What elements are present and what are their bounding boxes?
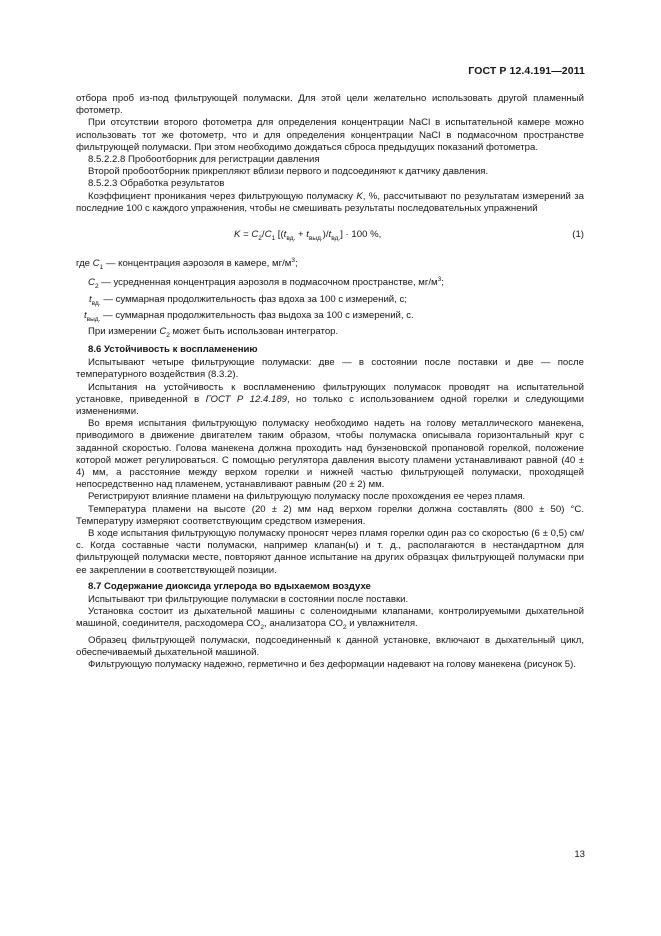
paragraph (76, 191, 584, 215)
definition-symbol: C (159, 325, 167, 337)
definition-text: — усредненная концентрация аэрозоля в подмасочном пространстве, мг/м (98, 277, 438, 289)
text-run: ; (441, 277, 444, 289)
formula-symbol: C (251, 229, 259, 241)
paragraph: Образец фильтрующей полумаски, подсоединенный к данной установке, включают в дыхательный цикл, обеспечиваемый дыхательной машиной. (76, 634, 584, 658)
definition-subscript: 2 (166, 331, 170, 339)
formula-symbol: t (328, 229, 332, 241)
formula-subscript: вд. (286, 234, 296, 242)
text-run: ; (295, 258, 298, 270)
text-run: , но только с использованием одной горелки и следующими изменениями. (76, 393, 584, 417)
paragraph: Испытывают три фильтрующие полумаски в состоянии после поставки. (88, 594, 409, 606)
paragraph: Фильтрующую полумаску надежно, герметично и без деформации надевают на голову манекена (рисунок 5). (88, 658, 576, 670)
text-run: где (76, 258, 93, 270)
definition-text: — суммарная продолжительность фаз вдоха за 100 с измерений, с; (100, 293, 407, 305)
page-number: 13 (574, 849, 585, 860)
paragraph (76, 606, 584, 634)
definition-item (76, 294, 584, 310)
paragraph: В ходе испытания фильтрующую полумаску проносят через пламя горелки один раз со скоростью (6 ± 0,5) см/с. Когда составные части полумаски, например клапан(ы) и т. д., располагаются в нестандартном для фильтрующей полумаски месте, повторяют данное испытание на других образцах фильтрующей полумаски при ее закреплении в соответствующей позиции. (76, 528, 584, 576)
text-run: Коэффициент проникания через фильтрующую полумаску (88, 190, 357, 202)
paragraph: Регистрируют влияние пламени на фильтрующую полумаску после прохождения ее через пламя. (88, 491, 526, 503)
superscript: 3 (437, 276, 442, 284)
formula-subscript: вд. (331, 234, 341, 242)
formula-op: = (240, 229, 252, 241)
definition-subscript: 1 (99, 264, 104, 272)
definition-text: — суммарная продолжительность фаз выдоха за 100 с измерений, с. (100, 309, 414, 321)
definition-symbol: t (84, 309, 87, 321)
formula-expression (234, 229, 381, 245)
definition-subscript: 2 (94, 283, 99, 291)
definition-symbol: t (89, 293, 92, 305)
formula-symbol: t (283, 229, 287, 241)
text-run: Испытания на устойчивость к воспламенению фильтрующих полумасок проводят на испытательной установке, приведенной в (76, 381, 584, 405)
superscript: 3 (291, 257, 295, 265)
section-heading-8-7: 8.7 Содержание диоксида углерода во вдыхаемом воздухе (88, 580, 371, 592)
formula-op: )/ (322, 229, 329, 241)
definition-subscript: вд. (91, 299, 101, 307)
definition-item (76, 255, 584, 274)
paragraph (76, 382, 584, 419)
definition-symbol: C (88, 277, 95, 289)
text-run: При измерении (88, 325, 160, 337)
definition-note (76, 326, 584, 342)
page-content (76, 93, 584, 671)
definition-symbol: C (92, 258, 100, 270)
clause-heading: 8.5.2.3 Обработка результатов (88, 178, 225, 190)
paragraph: При отсутствии второго фотометра для определения концентрации NaCl в испытательной камере можно использовать тот же фотометр, что и для определения концентрации NaCl в подмасочном пространстве фильтрующей полумаски. При этом необходимо дождаться сброса предыдущих показаний фотометра. (76, 117, 584, 153)
subscript: 2 (342, 624, 347, 632)
definition-item (76, 274, 584, 293)
formula-subscript: 1 (271, 234, 276, 242)
definitions-list (76, 255, 584, 342)
text-run: и увлажнителя. (346, 618, 418, 630)
definition-subscript: выд. (86, 315, 101, 323)
formula-op: [( (275, 229, 284, 241)
text-run: , %, рассчитывают по результатам измерений за последние 100 с каждого упражнения, чтобы не смешивать результаты последовательных упражнений (76, 190, 584, 214)
text-run: может быть использован интегратор. (169, 325, 339, 337)
subscript: 2 (260, 624, 265, 632)
section-heading-8-6: 8.6 Устойчивость к воспламенению (88, 343, 258, 355)
text-run: Установка состоит из дыхательной машины с соленоидными клапанами, контролируемыми дыхательной машиной, соединителя, расходомера СО (76, 606, 584, 630)
formula-op: / (261, 229, 265, 241)
formula-symbol: C (264, 229, 272, 241)
formula-symbol: t (306, 229, 309, 241)
paragraph: Температура пламени на высоте (20 ± 2) мм над верхом горелки должна составлять (800 ± 50) °С. Температуру измеряют соответствующим средством измерения. (76, 503, 584, 527)
definition-item (76, 310, 584, 326)
formula-subscript: 2 (258, 234, 262, 242)
paragraph: отбора проб из-под фильтрующей полумаски. Для этой цели желательно использовать другой пламенный фотометр. (76, 93, 584, 117)
standard-reference: ГОСТ Р 12.4.189 (205, 393, 287, 405)
symbol-k: K (356, 190, 363, 202)
formula-op: + (295, 229, 307, 241)
formula-symbol: K (234, 229, 241, 241)
formula-1 (76, 221, 584, 249)
formula-op: ] · 100 %, (340, 229, 382, 241)
paragraph: Второй пробоотборник прикрепляют вблизи первого и подсоединяют к датчику давления. (88, 166, 489, 178)
paragraph: Во время испытания фильтрующую полумаску необходимо надеть на голову металлического манекена, приводимого в движение двигателем таким образом, чтобы полумаска описывала горизонтальный круг с заданной скоростью. Голова манекена должна проходить над бунзеновской пропановой горелкой, положение которой может регулироваться. С помощью регулятора давления высоту пламени устанавливают равной (40 ± 4) мм, а расстояние между верхом горелки и нижней частью фильтрующей полумаски, проходящей непосредственно над пламенем, устанавливают равным (20 ± 2) мм. (76, 418, 584, 491)
clause-heading: 8.5.2.2.8 Пробоотборник для регистрации давления (88, 154, 320, 166)
definition-text: — концентрация аэрозоля в камере, мг/м (103, 258, 292, 270)
document-header: ГОСТ Р 12.4.191—2011 (468, 65, 585, 77)
text-run: , анализатора СО (264, 618, 343, 630)
formula-subscript: выд. (308, 234, 323, 242)
formula-number: (1) (572, 229, 584, 241)
paragraph: Испытывают четыре фильтрующие полумаски: две — в состоянии после поставки и две — после температурного воздействия (8.3.2). (76, 357, 584, 381)
